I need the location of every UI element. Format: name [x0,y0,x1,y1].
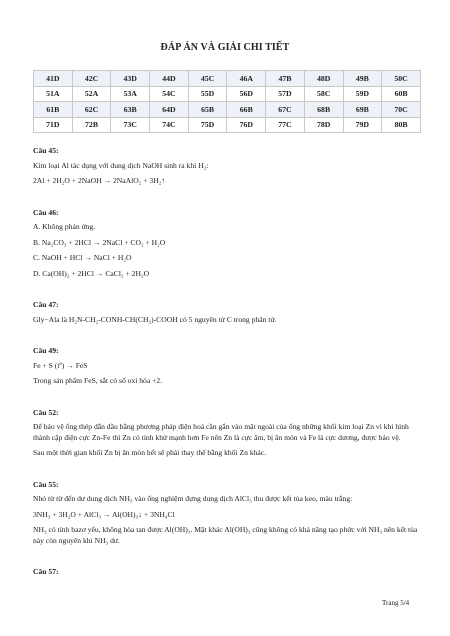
answer-table [33,70,421,133]
question-45 [33,146,423,187]
question-heading: Câu 57: [33,567,59,576]
question-49 [33,346,423,387]
answer-cell: 80B [382,117,421,133]
answer-cell: 62C [72,102,111,118]
answer-cell: 42C [72,71,111,87]
answer-cell: 43D [111,71,150,87]
answer-cell: 48D [304,71,343,87]
answer-cell: 57D [266,86,305,102]
answer-cell: 54C [150,86,189,102]
answer-cell: 65B [188,102,227,118]
answer-cell: 74C [150,117,189,133]
answer-cell: 67C [266,102,305,118]
question-text: Để bảo vệ ống thép dẫn dầu bằng phương pháp điện hoá cần gắn vào mặt ngoài của ống những khối kim loại Zn vì khi hình thành cặp điện cực Zn-Fe thì Zn có tính khử mạnh hơn Fe nên Zn là cực âm, bị ăn mòn và Fe là cực dương, được bảo vệ. [33,422,409,442]
page-number: Trang 5/4 [382,599,410,607]
question-57 [33,567,423,578]
question-52 [33,408,423,459]
option-a: A. Không phản ứng. [33,222,96,231]
answer-cell: 55D [188,86,227,102]
answer-cell: 46A [227,71,266,87]
answer-cell: 58C [304,86,343,102]
question-55 [33,480,423,547]
answer-cell: 59D [343,86,382,102]
answer-cell: 60B [382,86,421,102]
equation: 3NH₃ + 3H₂O + AlCl₃ → Al(OH)₃↓ + 3NH₄Cl [33,509,175,519]
answer-cell: 52A [72,86,111,102]
answer-cell: 79D [343,117,382,133]
question-text: Sau một thời gian khối Zn bị ăn mòn hết sẽ phải thay thế bằng khối Zn khác. [33,448,267,457]
answer-cell: 50C [382,71,421,87]
page-title: ĐÁP ÁN VÀ GIẢI CHI TIẾT [160,42,290,53]
answer-cell: 56D [227,86,266,102]
question-heading: Câu 49: [33,346,59,355]
answer-cell: 69B [343,102,382,118]
question-text: Nhỏ từ từ đến dư dung dịch NH₃ vào ống nghiệm đựng dung dịch AlCl₃ thu được kết tủa keo, màu trắng: [33,494,353,503]
answer-row [34,102,421,118]
answer-cell: 70C [382,102,421,118]
answer-cell: 49B [343,71,382,87]
question-heading: Câu 52: [33,407,59,417]
question-text: NH₃ có tính bazơ yếu, không hòa tan được Al(OH)₃. Mặt khác Al(OH)₃ cũng không có khả năng tạo phức với NH₃ nên kết tủa này còn nguyên khi NH₃ dư. [33,525,418,545]
equation: 2Al + 2H₂O + 2NaOH → 2NaAlO₂ + 3H₂↑ [33,176,166,185]
answer-cell: 63B [111,102,150,118]
answer-cell: 68B [304,102,343,118]
option-d: D. Ca(OH)₂ + 2HCl → CaCl₂ + 2H₂O [33,268,150,278]
question-46 [33,208,423,280]
answer-cell: 47B [266,71,305,87]
answer-cell: 64D [150,102,189,118]
answer-cell: 44D [150,71,189,87]
question-text: Kim loại Al tác dụng với dung dịch NaOH sinh ra khí H₂: [33,160,209,170]
option-b: B. Na₂CO₃ + 2HCl → 2NaCl + CO₂ + H₂O [33,237,166,247]
question-heading: Câu 47: [33,300,59,309]
answer-cell: 66B [227,102,266,118]
answer-cell: 78D [304,117,343,133]
answer-cell: 45C [188,71,227,87]
answer-cell: 73C [111,117,150,133]
answer-cell: 53A [111,86,150,102]
question-heading: Câu 46: [33,207,59,217]
answer-cell: 41D [34,71,73,87]
question-text: Gly−Ala là H₂N-CH₂-CONH-CH(CH₃)-COOH có 5 nguyên tử C trong phân tử. [33,314,277,324]
question-heading: Câu 55: [33,479,59,489]
answer-cell: 51A [34,86,73,102]
option-c: C. NaOH + HCl → NaCl + H₂O [33,253,132,262]
question-47 [33,300,423,325]
solution-content [33,146,423,582]
answer-cell: 75D [188,117,227,133]
answer-row [34,71,421,87]
answer-cell: 71D [34,117,73,133]
answer-row [34,117,421,133]
answer-cell: 76D [227,117,266,133]
answer-cell: 72B [72,117,111,133]
answer-cell: 61B [34,102,73,118]
answer-row [34,86,421,102]
question-text: Trong sản phẩm FeS, sắt có số oxi hóa +2. [33,376,163,385]
question-heading: Câu 45: [33,146,59,155]
equation: Fe + S (tº) → FeS [33,360,88,370]
answer-cell: 77C [266,117,305,133]
